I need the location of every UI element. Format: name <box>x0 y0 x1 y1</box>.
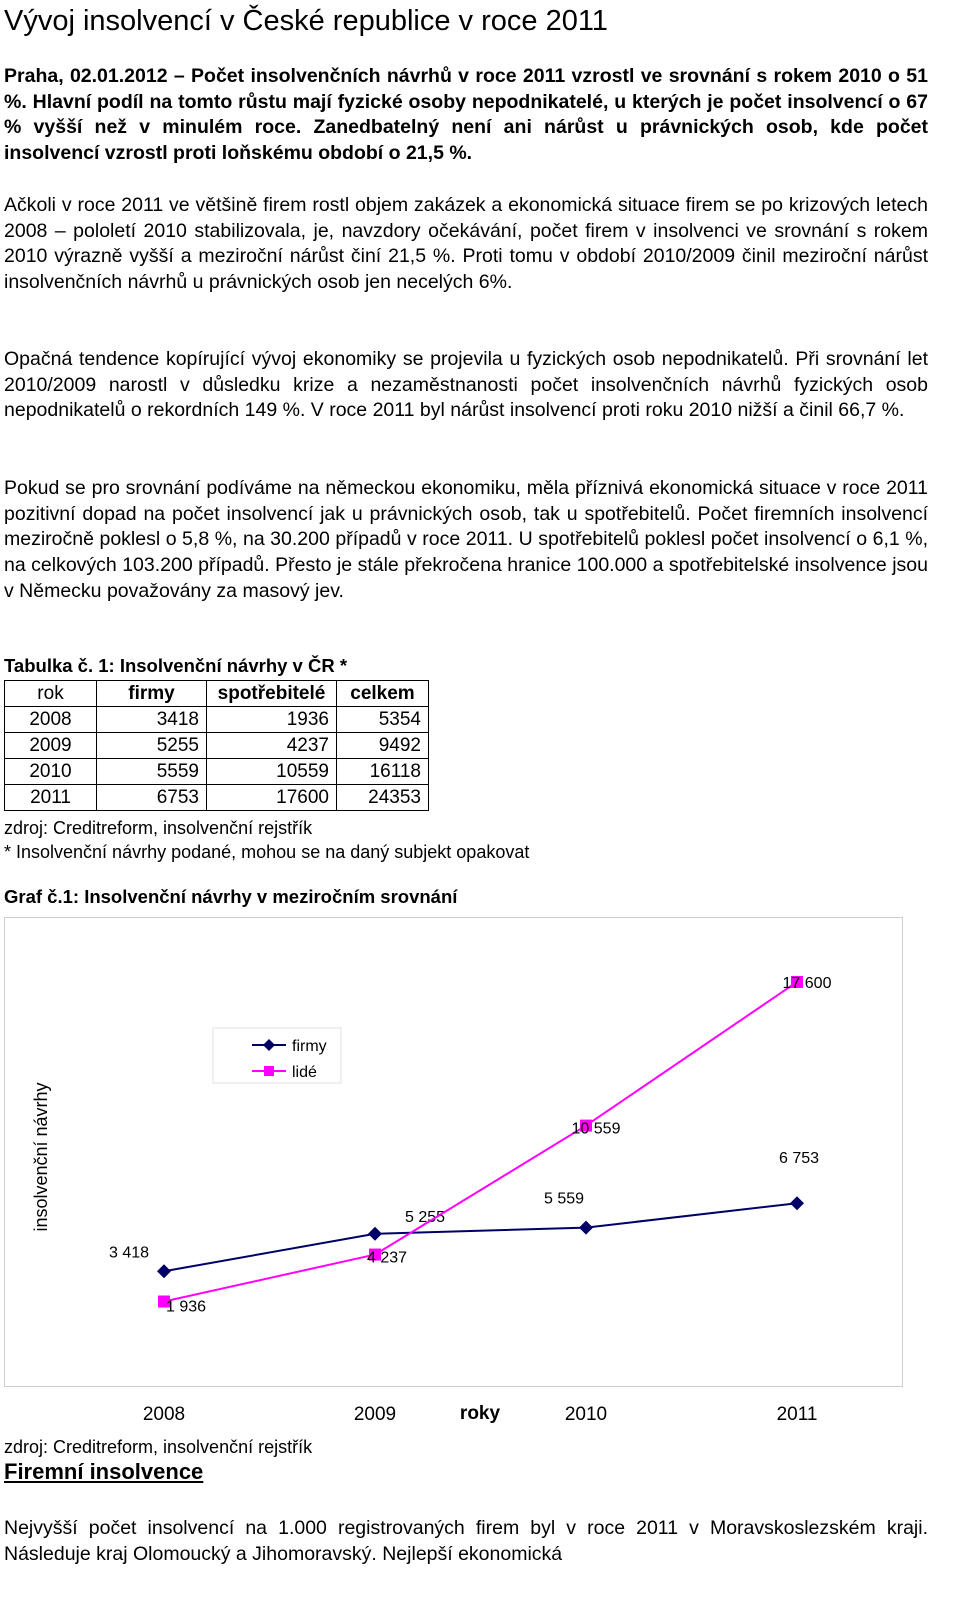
data-label-lidé-2011: 17 600 <box>782 974 832 992</box>
table-cell: 6753 <box>97 785 207 811</box>
data-point-firmy-2009 <box>368 1227 382 1241</box>
table-cell: 4237 <box>207 733 337 759</box>
x-axis-label: roky <box>459 1403 501 1424</box>
table-cell: 9492 <box>337 733 429 759</box>
data-point-firmy-2008 <box>157 1264 171 1278</box>
table-cell: 5255 <box>97 733 207 759</box>
column-header-total: celkem <box>337 681 429 707</box>
table-footnote: * Insolvenční návrhy podané, mohou se na daný subjekt opakovat <box>4 842 530 862</box>
table-cell: 1936 <box>207 707 337 733</box>
table-cell: 2010 <box>5 759 97 785</box>
legend-marker-lidé <box>264 1066 274 1076</box>
legend-label-lidé: lidé <box>292 1064 317 1081</box>
x-tick-label: 2008 <box>142 1404 186 1425</box>
table-row <box>5 785 429 811</box>
y-axis-label: insolvenční návrhy <box>31 1082 51 1232</box>
data-label-firmy-2011: 6 753 <box>778 1150 820 1168</box>
column-header-consumers: spotřebitelé <box>207 681 337 707</box>
paragraph-1: Ačkoli v roce 2011 ve většině firem rostl objem zakázek a ekonomická situace firem se po krizových letech 2008 – pololetí 2010 stabilizovala, je, navzdory očekávání, počet firem v insolvenci ve srovnání s rokem 2010 výrazně vyšší a meziroční nárůst činí 21,5 %. Proti tomu v období 2010/2009 činil meziroční nárůst insolvenčních návrhů u právnických osob jen necelých 6%. <box>4 194 928 294</box>
series-line-firmy <box>164 1203 797 1271</box>
page-title: Vývoj insolvencí v České republice v roce 2011 <box>4 5 608 37</box>
table-cell: 2008 <box>5 707 97 733</box>
section-paragraph: Nejvyšší počet insolvencí na 1.000 registrovaných firem byl v roce 2011 v Moravskoslezském kraji. Následuje kraj Olomoucký a Jihomoravský. Nejlepší ekonomická <box>4 1517 928 1565</box>
insolvency-table <box>4 680 429 811</box>
lead-paragraph: Praha, 02.01.2012 – Počet insolvenčních návrhů v roce 2011 vzrostl ve srovnání s rokem 2010 o 51 %. Hlavní podíl na tomto růstu mají fyzické osoby nepodnikatelé, u kterých je počet insolvencí o 67 % vyšší než v minulém roce. Zanedbatelný není ani nárůst u právnických osob, kde počet insolvencí vzrostl proti loňskému období o 21,5 %. <box>4 65 928 165</box>
chart-source: zdroj: Creditreform, insolvenční rejstřík <box>4 1437 313 1457</box>
table-caption: Tabulka č. 1: Insolvenční návrhy v ČR * <box>4 655 348 676</box>
data-label-lidé-2008: 1 936 <box>165 1298 207 1316</box>
table-row <box>5 707 429 733</box>
legend-box <box>213 1028 341 1083</box>
column-header-year: rok <box>5 681 97 707</box>
data-label-lidé-2009: 4 237 <box>366 1249 408 1267</box>
paragraph-2: Opačná tendence kopírující vývoj ekonomiky se projevila u fyzických osob nepodnikatelů. Při srovnání let 2010/2009 narostl v důsledku krize a nezaměstnanosti počet insolvenčních návrhů fyzických osob nepodnikatelů o rekordních 149 %. V roce 2011 byl nárůst insolvencí proti roku 2010 nižší a činil 66,7 %. <box>4 348 928 422</box>
x-tick-label: 2009 <box>353 1404 397 1425</box>
data-label-firmy-2010: 5 559 <box>543 1190 585 1208</box>
data-label-lidé-2010: 10 559 <box>571 1120 621 1138</box>
line-chart <box>0 917 930 1437</box>
table-row <box>5 733 429 759</box>
table-source: zdroj: Creditreform, insolvenční rejstřík <box>4 818 313 838</box>
section-heading: Firemní insolvence <box>4 1459 204 1484</box>
paragraph-3: Pokud se pro srovnání podíváme na německou ekonomiku, měla příznivá ekonomická situace v roce 2011 pozitivní dopad na počet insolvencí jak u právnických osob, tak u spotřebitelů. Počet firemních insolvencí meziročně poklesl o 5,8 %, na 30.200 případů v roce 2011. U spotřebitelů poklesl počet insolvencí o 6,1 %, na celkových 103.200 případů. Přesto je stále překročena hranice 100.000 a spotřebitelské insolvence jsou v Německu považovány za masový jev. <box>4 477 928 602</box>
table-cell: 24353 <box>337 785 429 811</box>
data-point-firmy-2010 <box>579 1221 593 1235</box>
table-cell: 3418 <box>97 707 207 733</box>
data-label-firmy-2009: 5 255 <box>404 1208 446 1226</box>
table-cell: 5559 <box>97 759 207 785</box>
x-tick-label: 2011 <box>776 1404 818 1425</box>
x-tick-label: 2010 <box>564 1404 608 1425</box>
table-header-row <box>5 681 429 707</box>
table-cell: 5354 <box>337 707 429 733</box>
table-cell: 16118 <box>337 759 429 785</box>
data-point-firmy-2011 <box>790 1196 804 1210</box>
table-cell: 10559 <box>207 759 337 785</box>
table-row <box>5 759 429 785</box>
table-cell: 17600 <box>207 785 337 811</box>
chart-legend <box>213 1028 341 1083</box>
chart-caption: Graf č.1: Insolvenční návrhy v meziročním srovnání <box>4 886 458 907</box>
table-cell: 2011 <box>5 785 97 811</box>
table-cell: 2009 <box>5 733 97 759</box>
column-header-firms: firmy <box>97 681 207 707</box>
data-label-firmy-2008: 3 418 <box>108 1244 150 1262</box>
legend-label-firmy: firmy <box>292 1038 327 1055</box>
